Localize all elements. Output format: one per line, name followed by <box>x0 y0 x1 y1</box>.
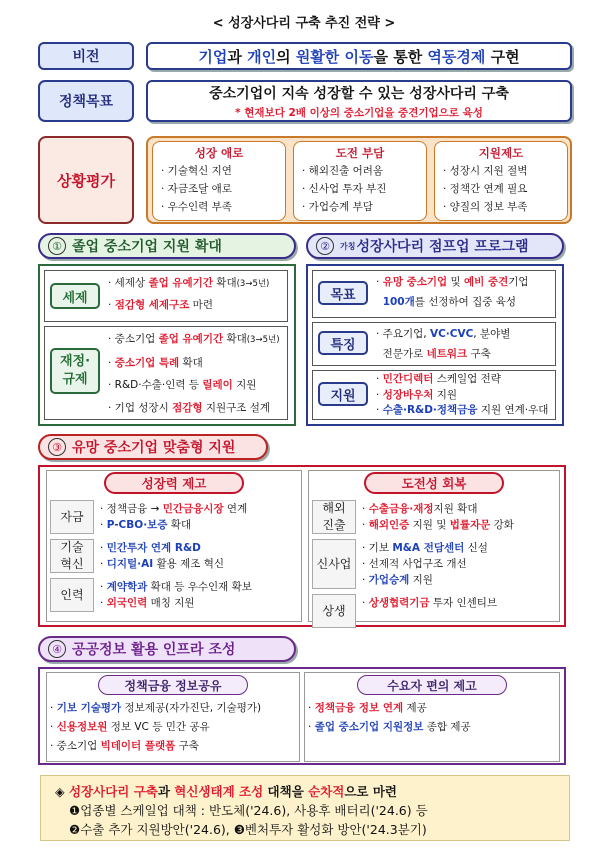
sec3-header <box>38 434 268 460</box>
sec3-line <box>362 517 514 533</box>
sec3-list <box>100 540 224 572</box>
sec4-line <box>50 718 261 737</box>
sec1-list-tax <box>108 273 269 316</box>
sec2-run: 지원 <box>433 388 458 401</box>
vision-part: 과 <box>227 47 248 66</box>
sec3-run: · <box>100 597 107 609</box>
assessment-item: · 우수인력 부족 <box>161 201 232 213</box>
sec3-line <box>362 556 488 572</box>
sec3-run: 강화 <box>490 519 514 531</box>
sec3-line <box>100 501 247 517</box>
sec2-run: 기업 <box>508 276 529 288</box>
goal-box <box>146 80 572 122</box>
sec2-run: · 주요기업, <box>376 328 430 340</box>
vision-part: 의 <box>276 47 296 66</box>
sec4-run: 신용정보원 <box>56 721 108 733</box>
sec3-run: 가업승계 <box>368 574 410 586</box>
sec3-run: 외국인력 <box>106 597 148 609</box>
sec4-right <box>304 672 560 762</box>
item-pre: · 중소기업 <box>108 333 159 345</box>
sec3-run: P-CBO·보증 <box>106 519 168 531</box>
sec1-item <box>108 397 280 420</box>
sec2-run: 및 <box>447 276 465 288</box>
item-pre: · 기업 성장시 <box>108 401 173 414</box>
assessment-item: · 자금조달 애로 <box>161 183 232 195</box>
vision-part: 구현 <box>485 47 520 66</box>
bottom-run: 성장사다리 구축 <box>68 784 158 799</box>
sec2-run: 예비 중견 <box>464 276 509 288</box>
sec4-run: 정보제공(자가진단, 기술평가) <box>121 702 262 714</box>
sec2-run <box>376 296 383 308</box>
bottom-line3: ❷수출 추가 지원방안('24.6), ❸벤처투자 활성화 방안('24.3분기) <box>69 822 427 837</box>
sec2-line <box>376 344 510 364</box>
sec2-line <box>376 388 548 404</box>
sec2-number: ② <box>316 237 334 255</box>
sec3-tag: 해외 진출 <box>312 500 356 534</box>
sec2-run: 100개 <box>382 296 415 308</box>
sec3-tag: 상생 <box>312 594 356 628</box>
sec3-run: 계약학과 <box>106 581 148 593</box>
sec2-tag: 특징 <box>318 331 368 355</box>
sec3-line <box>100 595 252 611</box>
sec4-header <box>38 636 296 662</box>
sec2-run: 성장바우처 <box>382 388 434 401</box>
sec2-list <box>376 372 548 419</box>
item-post: 확대 <box>223 333 247 345</box>
sec4-panel-title: 수요자 편의 제고 <box>357 675 507 695</box>
assessment-list <box>294 162 426 216</box>
sec3-run: 지원 <box>409 574 433 586</box>
item-pre: · R&D·수출·인력 등 <box>108 379 203 391</box>
sec4-title: 공공정보 활용 인프라 조성 <box>72 642 236 658</box>
vision-part: 을 통한 <box>373 47 428 66</box>
item-post: 지원 <box>232 379 257 391</box>
page-title: < 성장사다리 구축 추진 전략 > <box>212 16 396 31</box>
sec3-run: M&A 전담센터 <box>392 542 465 554</box>
bottom-run: 순차적 <box>308 784 345 799</box>
sec3-run: 지원 및 <box>409 519 450 531</box>
sec3-line <box>362 595 497 611</box>
sec3-run: · <box>100 542 107 554</box>
sec3-run: 확대 등 우수인재 확보 <box>147 581 252 593</box>
sec3-run: · 선제적 사업구조 개선 <box>362 558 467 570</box>
sec1-header <box>38 233 296 259</box>
vision-part: 원활한 이동 <box>295 47 374 66</box>
goal-sub: * 현재보다 2배 이상의 중소기업을 중견기업으로 육성 <box>235 106 483 119</box>
sec2-run: 를 선정하여 집중 육성 <box>414 296 517 308</box>
item-hl: 졸업 유예기간 <box>148 277 213 289</box>
assessment-column <box>434 141 568 221</box>
sec2-list <box>376 324 510 364</box>
sec2-list <box>376 272 529 312</box>
assessment-item: · 기술혁신 지연 <box>161 165 232 177</box>
sec2-run: 스케일업 전략 <box>433 373 501 385</box>
sec2-sup: 가칭 <box>340 241 356 251</box>
sec1-title: 졸업 중소기업 지원 확대 <box>72 239 222 255</box>
sec3-run: 활용 제조 혁신 <box>153 558 225 570</box>
sec3-tag: 자금 <box>50 500 94 534</box>
vision-part: 개인 <box>247 47 277 66</box>
assessment-column <box>293 141 427 221</box>
sec3-panel-title: 도전성 회복 <box>364 472 504 494</box>
sec3-run: · <box>100 519 107 531</box>
sec4-run: · <box>308 702 315 714</box>
sec3-line <box>362 540 488 556</box>
item-pre: · 세제상 <box>108 277 149 289</box>
sec4-run: 정보 VC 등 민간 공유 <box>107 721 210 733</box>
bottom-run: 대책을 <box>263 784 309 799</box>
sec2-title: 성장사다리 점프업 프로그램 <box>356 239 529 255</box>
assessment-column-title: 지원제도 <box>478 146 524 160</box>
sec1-item <box>108 374 280 397</box>
sec3-list <box>100 579 252 611</box>
sec4-list <box>50 699 261 756</box>
item-hl: 졸업 유예기간 <box>158 333 224 345</box>
sec4-run: · <box>50 702 57 714</box>
sec3-run: 신설 <box>464 542 488 554</box>
sec3-left <box>46 470 302 622</box>
sec3-run: · <box>362 574 369 586</box>
sec3-run: 투자 인센티브 <box>429 597 498 609</box>
sec3-run: · 정책금융 → <box>100 503 163 515</box>
sec1-groups <box>38 264 296 426</box>
sec2-tag: 지원 <box>318 382 368 406</box>
sec3-run: 수출금융·재정 <box>368 503 434 515</box>
sec1-item <box>108 273 269 295</box>
vision-label: 비전 <box>38 42 134 70</box>
bottom-box <box>40 775 570 841</box>
bottom-run: 혁신생태계 조성 <box>174 784 264 799</box>
sec3-run: 디지털·AI <box>106 558 154 570</box>
item-pre: · <box>108 356 115 369</box>
goal-label: 정책목표 <box>38 80 134 122</box>
sec2-run: , 분야별 <box>473 328 511 340</box>
sec3-run: 민간투자 연계 R&D <box>106 542 201 554</box>
sec3-number: ③ <box>48 438 66 456</box>
bottom-run: 으로 마련 <box>344 784 398 799</box>
sec3-run: · <box>100 581 107 593</box>
sec2-tag: 목표 <box>318 281 368 305</box>
sec4-number: ④ <box>48 640 66 658</box>
sec2-run: VC·CVC <box>429 328 474 340</box>
sec3-line <box>100 556 224 572</box>
item-post: 확대 <box>179 356 203 369</box>
assessment-item: · 해외진출 어려움 <box>302 165 384 177</box>
sec3-tag: 신사업 <box>312 539 356 589</box>
bottom-line1 <box>55 782 569 801</box>
sec4-panel-title: 정책금융 정보공유 <box>98 675 248 695</box>
item-pre: · <box>108 299 115 311</box>
sec4-line <box>308 718 471 737</box>
sec4-run: 빅데이터 플랫폼 <box>100 740 176 752</box>
sec3-line <box>362 572 488 588</box>
sec3-list <box>362 501 514 533</box>
sec4-left <box>46 672 300 762</box>
sec3-run: 연계 <box>223 503 248 515</box>
sec3-run: 해외인증 <box>368 519 410 531</box>
sec2-line <box>376 403 548 419</box>
sec1-tag-tax: 세제 <box>50 283 100 309</box>
sec3-run: · 기보 <box>362 542 393 554</box>
sec2-line <box>376 272 529 292</box>
sec3-run: · <box>362 519 369 531</box>
sec4-run: · <box>50 721 57 733</box>
item-hl: 점감형 세제구조 <box>114 299 190 311</box>
sec4-run: 졸업 중소기업 지원정보 <box>314 721 424 733</box>
bottom-run: 과 <box>157 784 175 799</box>
sec2-run: · <box>376 388 383 401</box>
sec3-run: 확대 <box>167 519 192 531</box>
assessment-label: 상황평가 <box>38 136 134 224</box>
item-small: (3→5년) <box>246 335 280 345</box>
sec4-run: · 중소기업 <box>50 740 101 752</box>
sec2-header <box>306 233 564 259</box>
item-small: (3→5년) <box>236 279 270 289</box>
item-hl: 점감형 <box>172 401 203 414</box>
sec3-line <box>362 501 514 517</box>
item-post: 지원구조 설계 <box>202 401 271 414</box>
vision-part: 기업 <box>198 47 228 66</box>
sec1-item <box>108 328 280 352</box>
item-post: 확대 <box>212 277 237 289</box>
sec4-line <box>50 737 261 756</box>
item-post: 마련 <box>189 299 213 311</box>
goal-main: 중소기업이 지속 성장할 수 있는 성장사다리 구축 <box>209 85 509 102</box>
sec2-run: 구축 <box>467 348 491 360</box>
sec2-line <box>376 292 529 312</box>
sec3-run: · <box>100 558 107 570</box>
sec2-run: 수출·R&D·정책금융 <box>382 404 478 416</box>
sec3-run: 매칭 지원 <box>147 597 195 609</box>
sec2-line <box>376 372 548 388</box>
sec3-run: · <box>362 503 369 515</box>
assessment-list <box>153 162 285 216</box>
assessment-column <box>152 141 286 221</box>
sec3-right <box>308 470 560 622</box>
assessment-list <box>435 162 567 216</box>
sec1-number: ① <box>48 237 66 255</box>
sec2-run: 민간디렉터 <box>382 373 434 385</box>
item-hl: 릴레이 <box>202 379 233 391</box>
sec4-run: 종합 제공 <box>423 721 471 733</box>
sec3-tag: 기술 혁신 <box>50 539 94 573</box>
sec4-line <box>50 699 261 718</box>
sec3-list <box>362 595 497 611</box>
sec2-groups <box>306 264 564 426</box>
sec3-line <box>100 579 252 595</box>
sec4-run: 구축 <box>175 740 199 752</box>
sec3-run: 민간금융시장 <box>162 503 224 515</box>
sec3-panel-title: 성장력 제고 <box>104 472 244 494</box>
sec2-run: · <box>376 276 383 288</box>
assessment-item: · 가업승계 부담 <box>302 201 373 213</box>
sec4-run: · <box>308 721 315 733</box>
sec3-run: 상생협력기금 <box>368 597 430 609</box>
assessment-item: · 성장시 지원 절벽 <box>443 165 528 177</box>
sec4-run: 제공 <box>403 702 427 714</box>
vision-text <box>198 46 519 67</box>
sec3-run: 법률자문 <box>449 519 491 531</box>
sec2-line <box>376 324 510 344</box>
assessment-item: · 신사업 투자 부진 <box>302 183 387 195</box>
sec4-run: 정책금융 정보 연계 <box>314 702 404 714</box>
sec3-run: 지원 확대 <box>433 503 478 515</box>
bottom-line2: ❶업종별 스케일업 대책 : 반도체('24.6), 사용후 배터리('24.6) 등 <box>69 803 428 818</box>
sec1-tag-fiscal: 재정· 규제 <box>50 348 100 394</box>
sec4-line <box>308 699 471 718</box>
sec4-list <box>308 699 471 737</box>
bottom-run: ◈ <box>55 784 69 799</box>
assessment-item: · 정책간 연계 필요 <box>443 183 528 195</box>
assessment-column-title: 도전 부담 <box>335 146 385 160</box>
vision-box <box>146 42 572 70</box>
sec3-title: 유망 중소기업 맞춤형 지원 <box>72 440 236 456</box>
sec3-list <box>362 540 488 588</box>
sec3-list <box>100 501 247 533</box>
sec2-run: 지원 연계·우대 <box>477 404 549 416</box>
vision-part: 역동경제 <box>427 47 486 66</box>
sec2-run: 네트워크 <box>426 348 468 360</box>
sec3-line <box>100 517 247 533</box>
sec3-line <box>100 540 224 556</box>
sec1-item <box>108 295 269 316</box>
assessment-columns <box>152 141 568 221</box>
sec2-run: · <box>376 404 383 416</box>
assessment-item: · 양질의 정보 부족 <box>443 201 528 213</box>
sec2-run: 유망 중소기업 <box>382 276 448 288</box>
sec2-run: 전문가로 <box>376 348 427 360</box>
sec3-run: · <box>362 597 369 609</box>
sec1-list-fiscal <box>108 328 280 419</box>
sec3-tag: 인력 <box>50 578 94 612</box>
sec4-run: 기보 기술평가 <box>56 702 122 714</box>
sec2-run: · <box>376 373 383 385</box>
assessment-column-title: 성장 애로 <box>194 146 244 160</box>
item-hl: 중소기업 특례 <box>114 356 180 369</box>
sec1-item <box>108 352 280 375</box>
